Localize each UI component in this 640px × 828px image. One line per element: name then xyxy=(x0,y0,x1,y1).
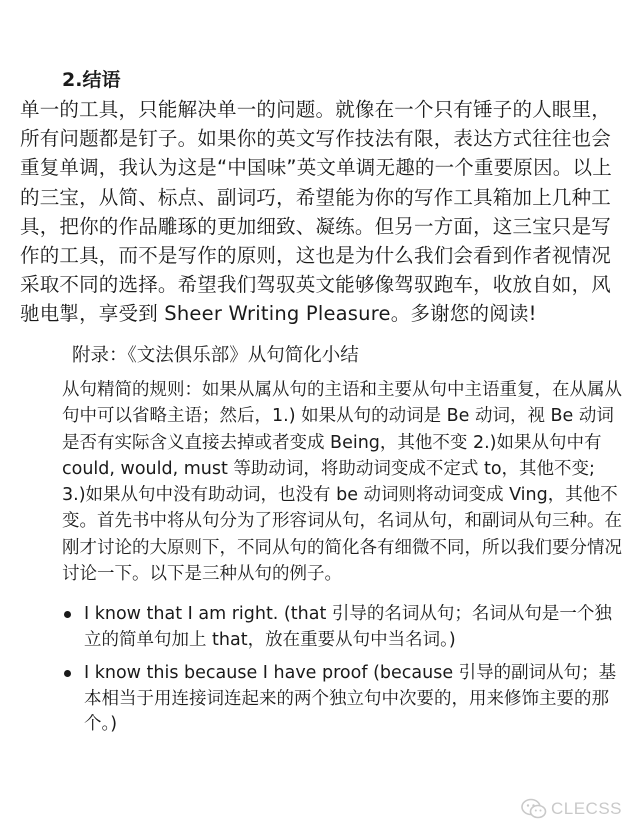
bullet-icon xyxy=(64,670,71,677)
appendix-title: 附录：《文法俱乐部》从句简化小结 xyxy=(72,345,359,366)
example-text: I know this because I have proof (because 引导的副词从句；基本相当于用连接词连起来的两个独立句中次要的，用来修饰主要的那个。) xyxy=(84,663,617,734)
example-list xyxy=(62,602,622,746)
example-text: I know that I am right. (that 引导的名词从句；名词从句是一个独立的简单句加上 that，放在重要从句中当名词。) xyxy=(84,604,612,650)
wechat-icon xyxy=(521,798,547,820)
bullet-icon xyxy=(64,611,71,618)
clause-rule-paragraph: 从句精简的规则：如果从属从句的主语和主要从句中主语重复，在从属从句中可以省略主语；然后，1.) 如果从句的动词是 Be 动词，视 Be 动词是否有实际含义直接去掉或者变成 Being，其他不变 2.)如果从句中有 could, would, must 等助动词，将助动词变成不定式 to，其他不变; 3.)如果从句中没有助动词，也没有 be 动词则将动词变成 Ving，其他不变。首先书中将从句分为了形容词从句，名词从句，和副词从句三种。在刚才讨论的大原则下，不同从句的简化各有细微不同，所以我们要分情况讨论一下。以下是三种从句的例子。 xyxy=(62,380,622,585)
section-number: 2. xyxy=(62,69,83,91)
list-item xyxy=(62,661,622,738)
section-heading xyxy=(62,66,120,94)
list-item xyxy=(62,602,622,653)
section-title: 结语 xyxy=(82,69,121,91)
watermark xyxy=(521,798,622,820)
conclusion-paragraph: 单一的工具，只能解决单一的问题。就像在一个只有锤子的人眼里，所有问题都是钉子。如果你的英文写作技法有限，表达方式往往也会重复单调，我认为这是“中国味”英文单调无趣的一个重要原因。以上的三宝，从简、标点、副词巧，希望能为你的写作工具箱加上几种工具，把你的作品雕琢的更加细致、凝练。但另一方面，这三宝只是写作的工具，而不是写作的原则，这也是为什么我们会看到作者视情况采取不同的选择。希望我们驾驭英文能够像驾驭跑车，收放自如，风驰电掣，享受到 Sheer Writing Pleasure。多谢您的阅读! xyxy=(20,98,612,326)
watermark-text: CLECSS xyxy=(550,799,622,818)
